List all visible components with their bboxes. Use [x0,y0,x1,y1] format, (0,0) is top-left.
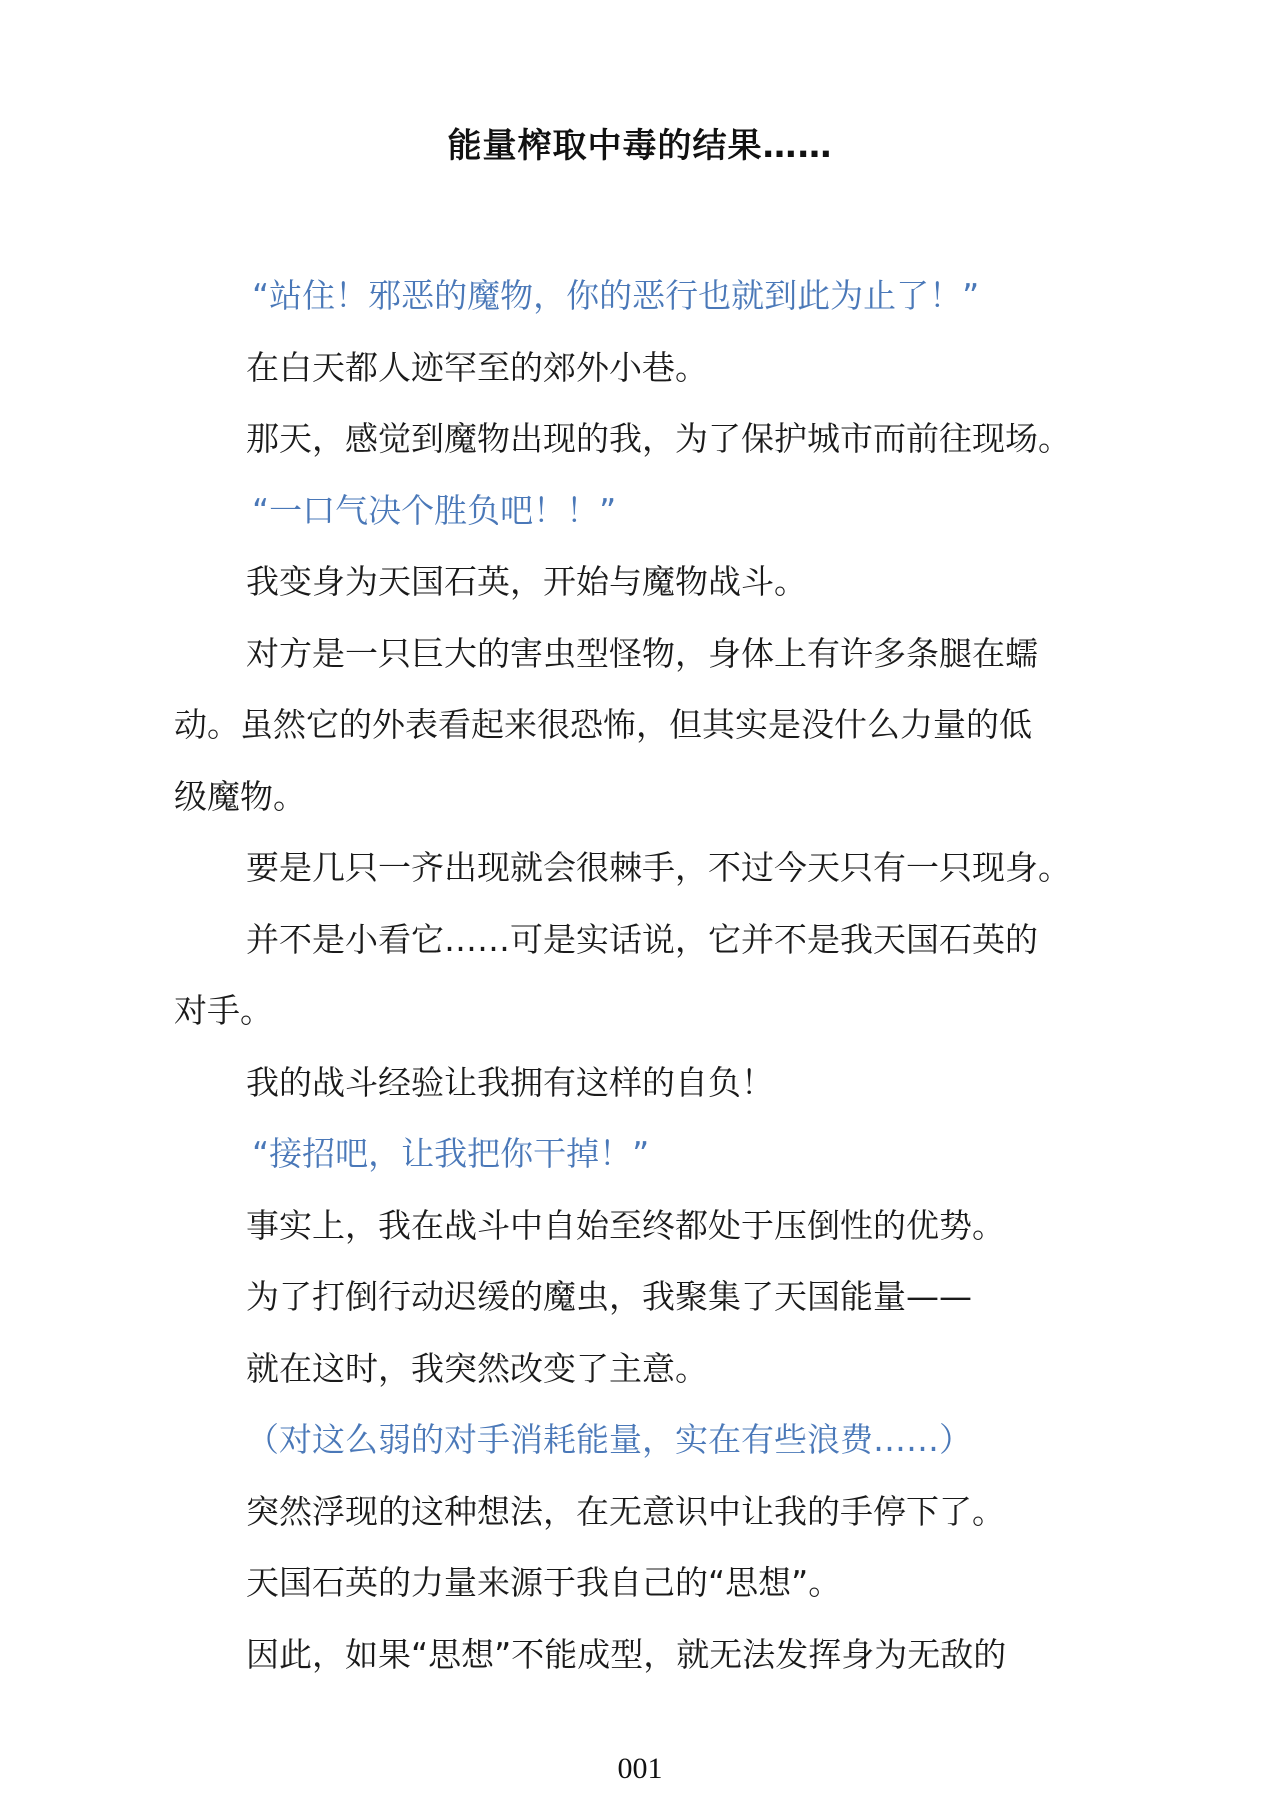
narration-line: 对方是一只巨大的害虫型怪物，身体上有许多条腿在蠕 [246,633,1038,673]
narration-line: 就在这时，我突然改变了主意。 [246,1348,708,1388]
narration-line: 突然浮现的这种想法，在无意识中让我的手停下了。 [246,1491,1005,1531]
narration-line: 我的战斗经验让我拥有这样的自负！ [246,1062,774,1102]
narration-line: 对手。 [174,991,273,1030]
dialogue-line: “站住！邪恶的魔物，你的恶行也就到此为止了！” [252,276,980,315]
dialogue-line: “一口气决个胜负吧！！” [252,490,617,530]
page-number: 001 [617,1752,663,1785]
narration-line: 天国石英的力量来源于我自己的“思想”。 [246,1563,842,1602]
narration-line: 动。虽然它的外表看起来很恐怖，但其实是没什么力量的低 [174,705,1032,744]
dialogue-line: “接招吧，让我把你干掉！” [252,1134,650,1173]
narration-line: 因此，如果“思想”不能成型，就无法发挥身为无敌的 [246,1634,1007,1674]
narration-line: 事实上，我在战斗中自始至终都处于压倒性的优势。 [246,1205,1005,1245]
narration-line: 那天，感觉到魔物出现的我，为了保护城市而前往现场。 [246,419,1071,458]
narration-line: 在白天都人迹罕至的郊外小巷。 [246,347,708,387]
narration-line: 并不是小看它……可是实话说，它并不是我天国石英的 [246,919,1038,959]
narration-line: 为了打倒行动迟缓的魔虫，我聚集了天国能量—— [246,1277,972,1316]
narration-line: 级魔物。 [174,776,306,816]
body-text [174,260,1134,1690]
thought-line: （对这么弱的对手消耗能量，实在有些浪费……） [246,1420,972,1459]
chapter-title: 能量榨取中毒的结果…… [447,126,833,166]
narration-line: 要是几只一齐出现就会很棘手，不过今天只有一只现身。 [246,848,1071,887]
narration-line: 我变身为天国石英，开始与魔物战斗。 [246,562,807,601]
